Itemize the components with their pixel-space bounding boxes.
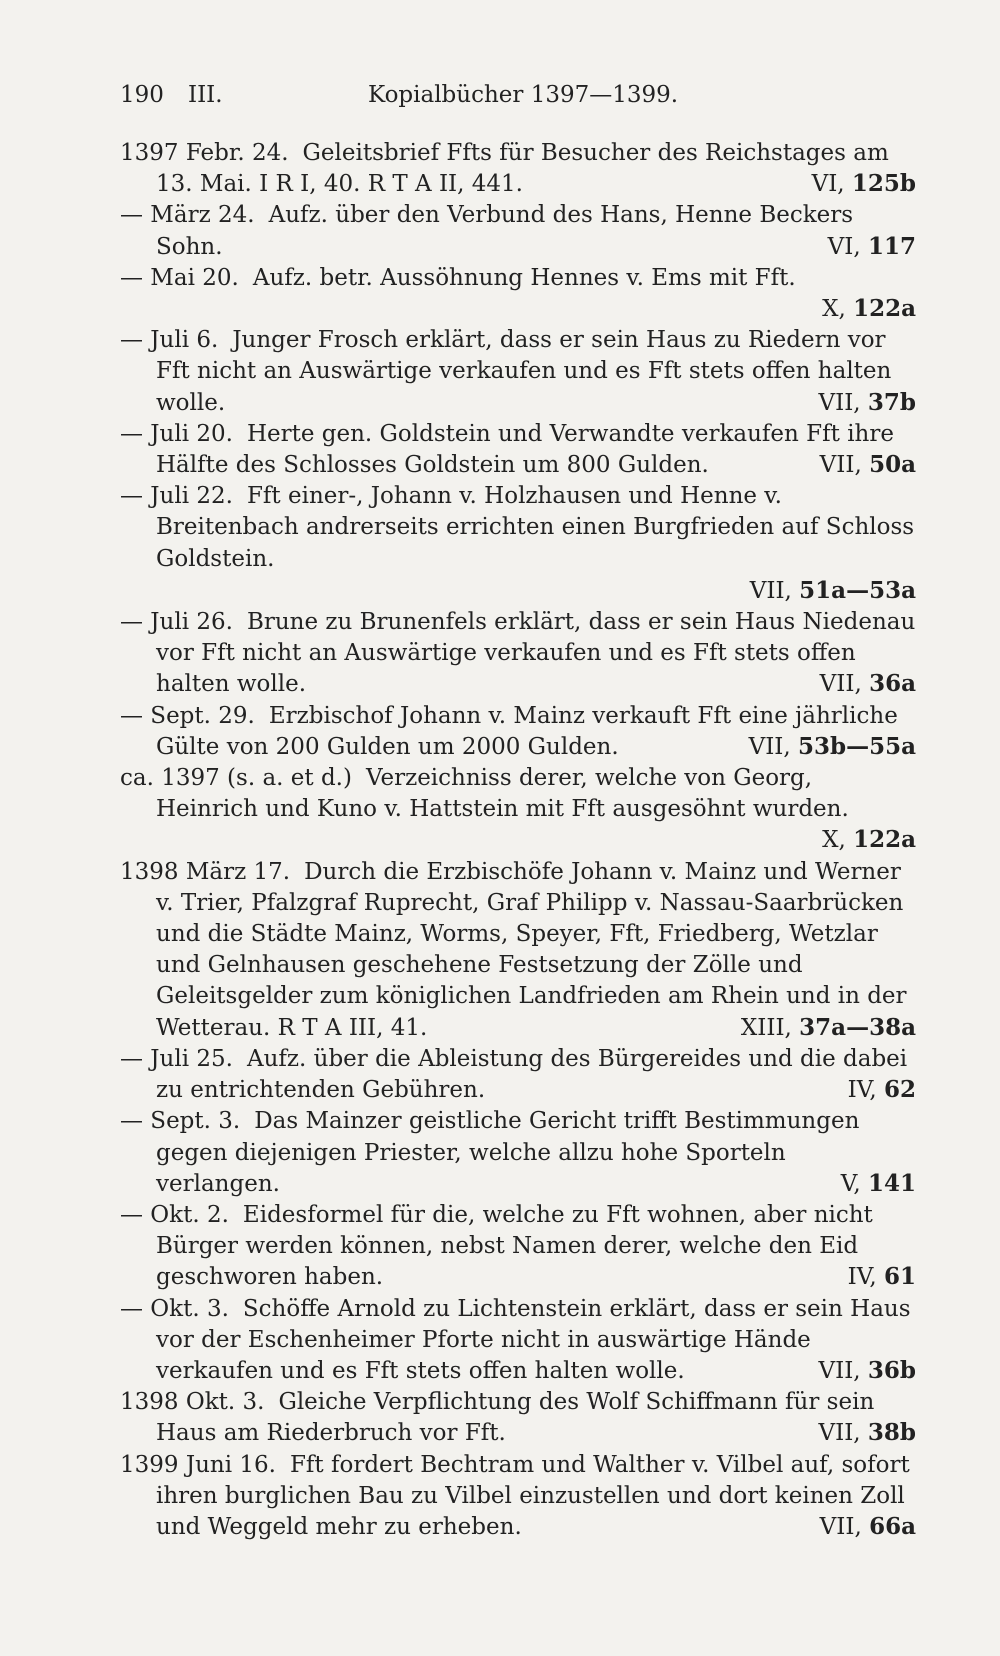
entry-text: Gleiche Verpflichtung des Wolf Schiffmann für sein Haus am Riederbruch vor Fft. — [156, 1389, 875, 1447]
entry-reference: XIII, 37a—38a — [740, 1013, 916, 1041]
entry-reference: VII, 36a — [819, 670, 916, 698]
entry-reference: V, 141 — [840, 1169, 916, 1197]
entry-date: — Okt. 2. — [120, 1201, 229, 1228]
entry-text: Eidesformel für die, welche zu Fft wohnen, aber nicht Bürger werden können, nebst Namen derer, welche den Eid geschworen haben. — [156, 1201, 873, 1291]
entry-reference: VII, 38b — [818, 1419, 916, 1447]
entry-reference: VII, 66a — [819, 1512, 916, 1540]
entry — [120, 763, 916, 857]
entry-date: — Juli 25. — [120, 1045, 233, 1072]
entry-text: Aufz. über den Verbund des Hans, Henne Beckers Sohn. — [156, 202, 854, 260]
entry-date: — Juli 26. — [120, 609, 233, 636]
entry-text: Fft einer-, Johann v. Holzhausen und Henne v. Breitenbach andrerseits errichten einen Burgfrieden auf Schloss Goldstein. — [156, 483, 915, 572]
entry-reference: VI, 125b — [811, 170, 916, 198]
entry-text: Brune zu Brunenfels erklärt, dass er sein Haus Niedenau vor Fft nicht an Auswärtige verkaufen und es Fft stets offen halten wolle. — [156, 609, 916, 698]
entry — [120, 138, 916, 200]
entry-date: — Mai 20. — [120, 264, 239, 291]
entry-text: Fft fordert Bechtram und Walther v. Vilbel auf, sofort ihren burglichen Bau zu Vilbel einzustellen und dort keinen Zoll und Weggeld mehr zu erheben. — [156, 1451, 910, 1540]
entry-reference: VII, 51a—53a — [749, 576, 916, 604]
entry-date: ca. 1397 (s. a. et d.) — [120, 765, 352, 792]
entry-text: Verzeichniss derer, welche von Georg, Heinrich und Kuno v. Hattstein mit Fft ausgesöhnt wurden. — [156, 765, 849, 823]
entry — [120, 481, 916, 607]
entry-reference: VI, 117 — [827, 232, 916, 260]
running-title: Kopialbücher 1397—1399. — [368, 82, 679, 108]
entry — [120, 1044, 916, 1106]
page-header — [120, 82, 920, 116]
entry — [120, 1387, 916, 1449]
entry-text: Geleitsbrief Ffts für Besucher des Reichstages am 13. Mai. I R I, 40. R T A II, 441. — [156, 140, 889, 198]
entry — [120, 1106, 916, 1200]
entry-date: 1399 Juni 16. — [120, 1451, 276, 1478]
section-number: III. — [188, 82, 223, 108]
entry-date: — Juli 20. — [120, 420, 233, 447]
entry — [120, 200, 916, 262]
entry-date: — Juli 6. — [120, 327, 219, 354]
entry-text: Schöffe Arnold zu Lichtenstein erklärt, dass er sein Haus vor der Eschenheimer Pforte nicht in auswärtige Hände verkaufen und es Fft stets offen halten wolle. — [156, 1295, 911, 1384]
entry-text: Das Mainzer geistliche Gericht trifft Bestimmungen gegen diejenigen Priester, welche allzu hohe Sporteln verlangen. — [156, 1108, 860, 1197]
entry — [120, 1450, 916, 1544]
entry-text: Durch die Erzbischöfe Johann v. Mainz und Werner v. Trier, Pfalzgraf Ruprecht, Graf Philipp v. Nassau-Saarbrücken und die Städte Mainz, Worms, Speyer, Fft, Friedberg, Wetzlar und Gelnhausen geschehene Festsetzung der Zölle und Geleitsgelder zum königlichen Landfrieden am Rhein und in der Wetterau. R T A III, 41. — [156, 858, 907, 1041]
entry-text: Erzbischof Johann v. Mainz verkauft Fft eine jährliche Gülte von 200 Gulden um 2000 Gulden. — [156, 702, 898, 760]
entry — [120, 1200, 916, 1294]
entry-text: Junger Frosch erklärt, dass er sein Haus zu Riedern vor Fft nicht an Auswärtige verkaufen und es Fft stets offen halten wolle. — [156, 327, 892, 416]
entry-reference: VII, 50a — [819, 451, 916, 479]
entry-text: Aufz. betr. Aussöhnung Hennes v. Ems mit Fft. — [252, 264, 796, 291]
entry — [120, 857, 916, 1044]
entry — [120, 701, 916, 763]
entry-date: — Sept. 29. — [120, 702, 255, 729]
entry — [120, 263, 916, 325]
entry-reference: IV, 61 — [847, 1263, 916, 1291]
entry — [120, 325, 916, 419]
register-entries — [120, 138, 916, 1543]
entry-date: 1397 Febr. 24. — [120, 140, 289, 166]
entry-date: — Sept. 3. — [120, 1108, 241, 1135]
entry-reference: VII, 36b — [818, 1356, 916, 1384]
entry-date: — Okt. 3. — [120, 1295, 229, 1322]
entry-text: Herte gen. Goldstein und Verwandte verkaufen Fft ihre Hälfte des Schlosses Goldstein um 800 Gulden. — [156, 420, 894, 479]
entry-text: Aufz. über die Ableistung des Bürgereides und die dabei zu entrichtenden Gebühren. — [156, 1045, 908, 1104]
page-number: 190 — [120, 82, 164, 108]
entry-date: 1398 März 17. — [120, 858, 291, 885]
entry-reference: VII, 37b — [818, 388, 916, 416]
entry-date: — Juli 22. — [120, 483, 233, 510]
entry — [120, 1294, 916, 1388]
entry — [120, 607, 916, 701]
entry-reference: X, 122a — [822, 295, 916, 323]
entry-date: 1398 Okt. 3. — [120, 1389, 265, 1416]
entry — [120, 419, 916, 481]
entry-reference: X, 122a — [822, 826, 916, 854]
entry-reference: IV, 62 — [847, 1076, 916, 1104]
entry-reference: VII, 53b—55a — [748, 732, 916, 760]
entry-date: — März 24. — [120, 202, 255, 229]
